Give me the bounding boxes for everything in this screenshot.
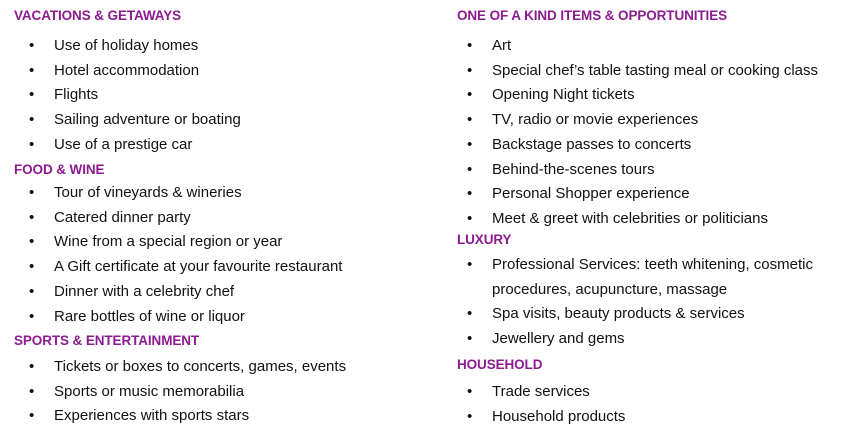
list-item: • Use of holiday homes	[14, 34, 424, 59]
section-heading: ONE OF A KIND ITEMS & OPPORTUNITIES	[457, 8, 728, 23]
item-list	[457, 380, 847, 429]
section-heading: VACATIONS & GETAWAYS	[14, 8, 182, 23]
list-item: • Sports or music memorabilia	[14, 380, 424, 405]
list-item: • TV, radio or movie experiences	[457, 108, 847, 133]
item-list	[14, 34, 424, 158]
list-item: • Jewellery and gems	[457, 327, 847, 352]
list-item: • Dinner with a celebrity chef	[14, 280, 424, 305]
list-item: • Backstage passes to concerts	[457, 133, 847, 158]
list-item: • Trade services	[457, 380, 847, 405]
list-item: • Sailing adventure or boating	[14, 108, 424, 133]
list-item: • Flights	[14, 83, 424, 108]
section-food-wine	[14, 158, 424, 329]
section-vacations	[14, 4, 424, 158]
list-item: • Professional Services: teeth whitening, cosmetic procedures, acupuncture, massage	[457, 253, 822, 302]
list-item: • Special chef’s table tasting meal or cooking class	[457, 59, 847, 84]
section-sports-entertainment	[14, 329, 424, 429]
section-household	[457, 353, 847, 429]
list-item: • Rare bottles of wine or liquor	[14, 305, 424, 330]
item-list	[457, 34, 847, 232]
list-item: • Meet & greet with celebrities or politicians	[457, 207, 847, 232]
item-list	[14, 355, 424, 429]
list-item: • Catered dinner party	[14, 206, 424, 231]
section-one-of-a-kind	[457, 4, 847, 232]
section-heading: SPORTS & ENTERTAINMENT	[14, 333, 200, 348]
list-item: • Wine from a special region or year	[14, 230, 424, 255]
list-item: • Household products	[457, 405, 847, 430]
list-item: • Hotel accommodation	[14, 59, 424, 84]
section-heading: HOUSEHOLD	[457, 357, 543, 372]
section-heading: FOOD & WINE	[14, 162, 105, 177]
list-item: • Experiences with sports stars	[14, 404, 424, 429]
list-item: • Tour of vineyards & wineries	[14, 181, 424, 206]
section-luxury	[457, 228, 847, 352]
list-item: • Spa visits, beauty products & services	[457, 302, 847, 327]
section-heading: LUXURY	[457, 232, 512, 247]
list-item: • Opening Night tickets	[457, 83, 847, 108]
list-item: • Art	[457, 34, 847, 59]
list-item: • Tickets or boxes to concerts, games, events	[14, 355, 424, 380]
list-item: • Personal Shopper experience	[457, 182, 847, 207]
list-item: • Behind-the-scenes tours	[457, 158, 847, 183]
item-list	[457, 253, 847, 352]
list-item: • Use of a prestige car	[14, 133, 424, 158]
item-list	[14, 181, 424, 329]
list-item: • A Gift certificate at your favourite restaurant	[14, 255, 424, 280]
